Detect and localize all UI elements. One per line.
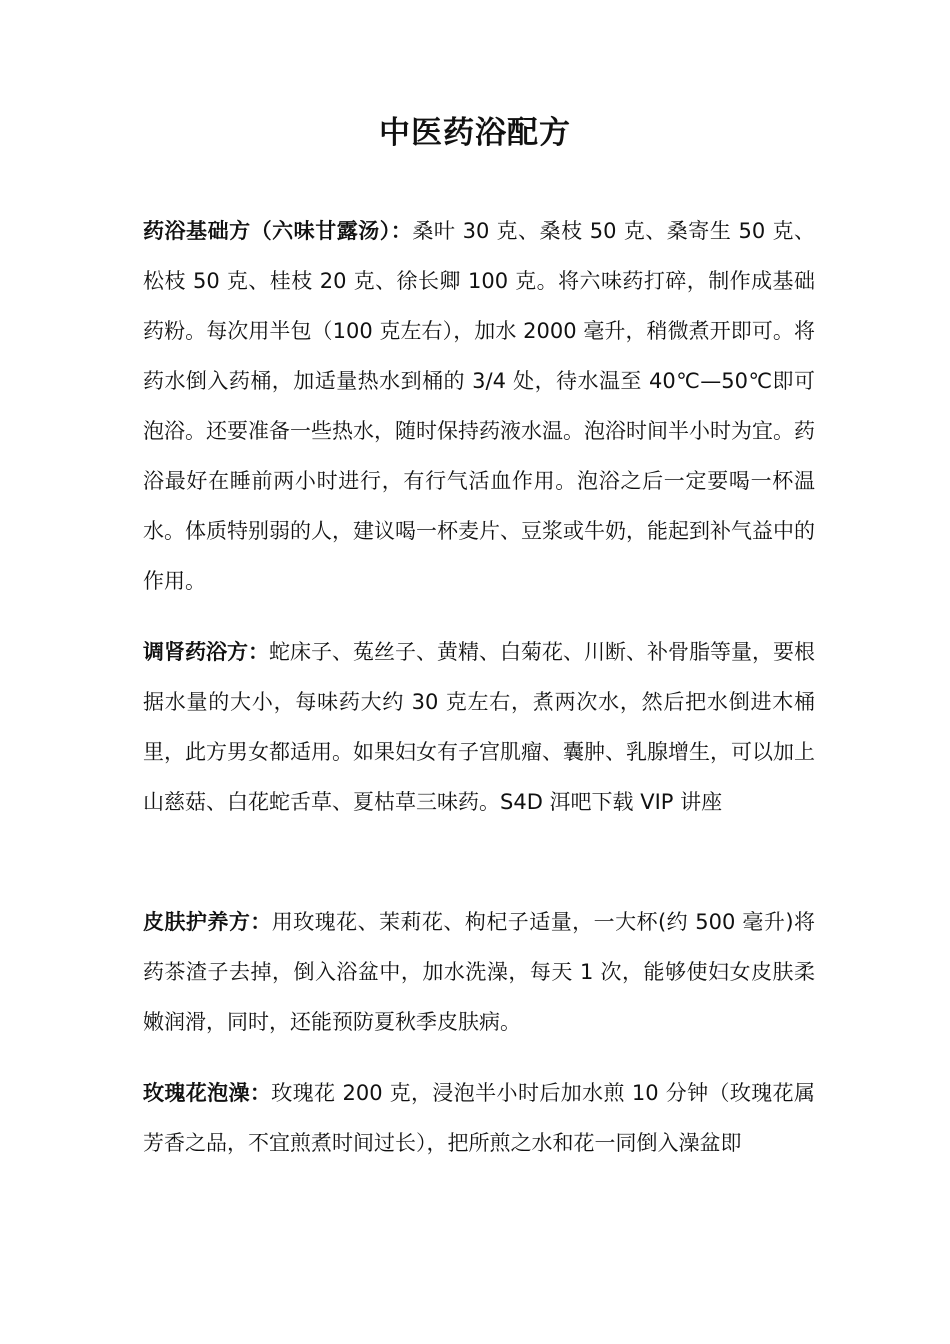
section-body: 玫瑰花 200 克，浸泡半小时后加水煎 10 分钟（玫瑰花属芳香之品，不宜煎煮时间过长），把所煎之水和花一同倒入澡盆即	[143, 1081, 815, 1155]
section-skin-care-formula	[143, 897, 815, 1047]
section-rose-bath	[143, 1068, 815, 1168]
section-basic-formula	[143, 206, 815, 606]
section-kidney-formula	[143, 627, 815, 827]
document-title: 中医药浴配方	[379, 115, 571, 151]
section-body: 蛇床子、菟丝子、黄精、白菊花、川断、补骨脂等量，要根据水量的大小，每味药大约 30 克左右，煮两次水，然后把水倒进木桶里，此方男女都适用。如果妇女有子宫肌瘤、囊肿、乳腺增生，可以加上山慈菇、白花蛇舌草、夏枯草三味药。S4D 洱吧下载 VIP 讲座	[143, 640, 815, 814]
section-body: 用玫瑰花、茉莉花、枸杞子适量，一大杯(约 500 毫升)将药茶渣子去掉，倒入浴盆中，加水洗澡，每天 1 次，能够使妇女皮肤柔嫩润滑，同时，还能预防夏秋季皮肤病。	[143, 910, 815, 1034]
section-heading: 药浴基础方（六味甘露汤）：	[143, 219, 413, 243]
section-heading: 调肾药浴方：	[143, 640, 269, 664]
section-body: 桑叶 30 克、桑枝 50 克、桑寄生 50 克、松枝 50 克、桂枝 20 克、徐长卿 100 克。将六味药打碎，制作成基础药粉。每次用半包（100 克左右），加水 2000 毫升，稍微煮开即可。将药水倒入药桶，加适量热水到桶的 3/4 处，待水温至 40℃—50℃即可泡浴。还要准备一些热水，随时保持药液水温。泡浴时间半小时为宜。药浴最好在睡前两小时进行，有行气活血作用。泡浴之后一定要喝一杯温水。体质特别弱的人，建议喝一杯麦片、豆浆或牛奶，能起到补气益中的作用。	[143, 219, 815, 593]
section-heading: 皮肤护养方：	[143, 910, 272, 934]
section-heading: 玫瑰花泡澡：	[143, 1081, 272, 1105]
